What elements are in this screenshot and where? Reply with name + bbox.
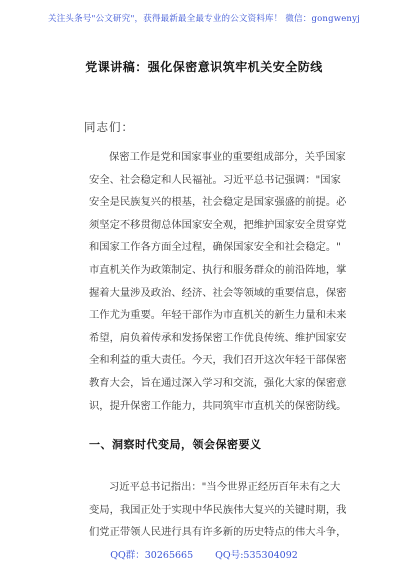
footer-qq-group: QQ群：30265665 (110, 550, 194, 561)
footer-contact (0, 547, 408, 561)
paragraph-line: 们党正带领人民进行具有许多新的历史特点的伟大斗争， (89, 526, 347, 539)
paragraph-line: 教育大会，旨在通过深入学习和交流，强化大家的保密意 (89, 376, 347, 389)
paragraph-line: 安全是民族复兴的根基，社会稳定是国家强盛的前提。必 (89, 196, 347, 209)
footer-qq-number: QQ号:535304092 (215, 550, 298, 561)
paragraph-line: 工作尤为重要。年轻干部作为市直机关的新生力量和未来 (89, 309, 347, 322)
header-promo-note: 关注头条号"公文研究"，获得最新最全最专业的公文资料库！ 微信：gongwenyj (48, 14, 360, 24)
paragraph-line: 握着大量涉及政治、经济、社会等领域的重要信息，保密 (89, 286, 347, 299)
paragraph-line: 保密工作是党和国家事业的重要组成部分，关乎国家 (109, 151, 346, 163)
paragraph-line: 识，提升保密工作能力，共同筑牢市直机关的保密防线。 (89, 399, 347, 412)
greeting: 同志们： (84, 120, 134, 134)
paragraph-line: 习近平总书记指出："当今世界正经历百年未有之大 (109, 481, 341, 493)
paragraph-line: 安全、社会稳定和人民福祉。习近平总书记强调："国家 (89, 173, 341, 186)
document-title: 党课讲稿：强化保密意识筑牢机关安全防线 (85, 60, 323, 74)
paragraph-line: 变局，我国正处于实现中华民族伟大复兴的关键时期，我 (89, 503, 347, 516)
paragraph-line: 希望，肩负着传承和发扬保密工作优良传统、维护国家安 (89, 331, 347, 344)
paragraph-2 (89, 476, 347, 544)
paragraph-1 (89, 146, 347, 417)
paragraph-line: 全和利益的重大责任。今天，我们召开这次年轻干部保密 (89, 354, 347, 367)
paragraph-line: 和国家工作各方面全过程，确保国家安全和社会稳定。" (89, 241, 341, 254)
paragraph-line: 须坚定不移贯彻总体国家安全观，把维护国家安全贯穿党 (89, 218, 347, 231)
paragraph-line: 市直机关作为政策制定、执行和服务群众的前沿阵地，掌 (89, 263, 347, 276)
section-heading-1: 一、洞察时代变局，领会保密要义 (89, 438, 262, 451)
